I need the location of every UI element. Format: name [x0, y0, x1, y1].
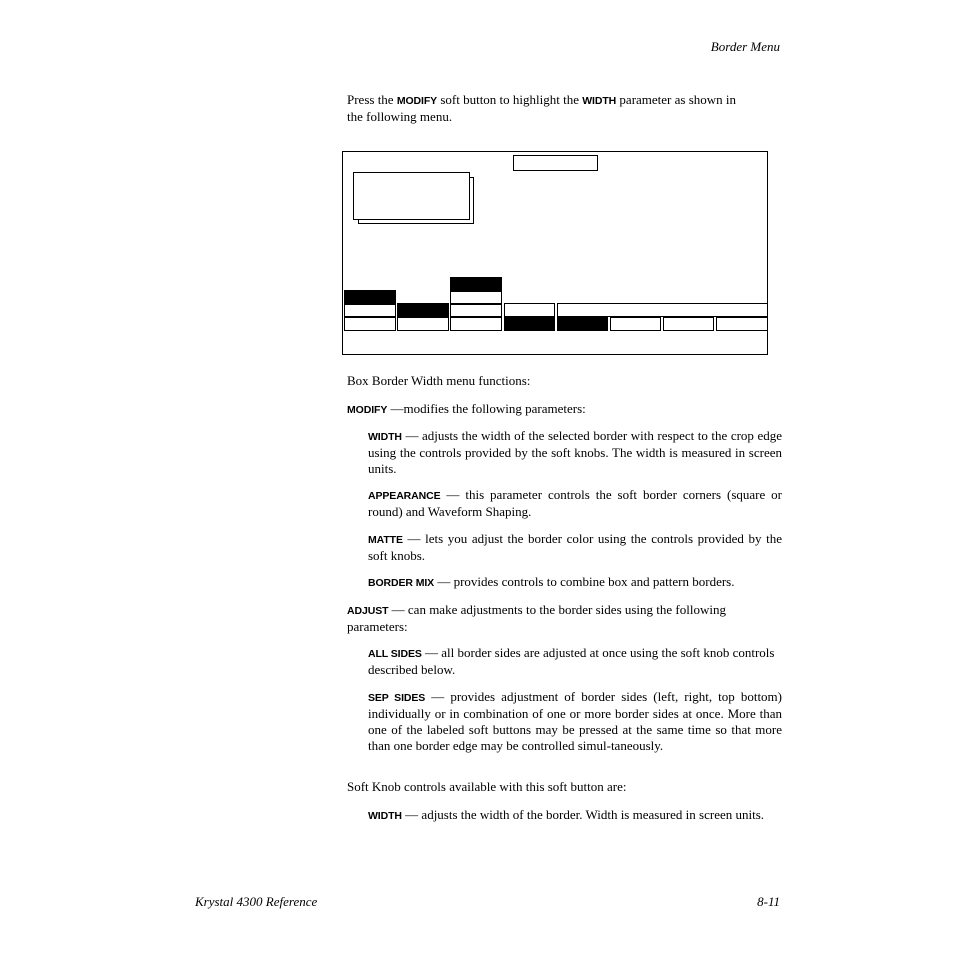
modify-width-item: WIDTH — adjusts the width of the selected border with respect to the crop edge using the controls provided by the soft knobs. The width is measured in screen units. [368, 428, 782, 476]
soft-button[interactable] [397, 317, 449, 331]
soft-button[interactable] [504, 317, 555, 331]
modify-border-mix-item: BORDER MIX — provides controls to combine box and pattern borders. [368, 574, 735, 589]
running-header: Border Menu [710, 39, 780, 54]
menu-cell [397, 303, 449, 317]
soft-button[interactable] [450, 317, 502, 331]
menu-cell [450, 277, 502, 291]
menu-cell-wide [557, 303, 768, 317]
menu-cell [450, 304, 502, 317]
menu-title-box [513, 155, 598, 171]
adjust-keyword: ADJUST [347, 605, 389, 617]
menu-caption: Box Border Width menu functions: [347, 373, 531, 388]
soft-button[interactable] [716, 317, 768, 331]
modify-heading: MODIFY —modifies the following parameters: [347, 401, 586, 416]
adjust-heading: ADJUST — can make adjustments to the border sides using the following parameters: [347, 602, 726, 634]
adjust-sep-sides-item: SEP SIDES — provides adjustment of border sides (left, right, top bottom) individually or in combination of one or more border sides at once. More than one of the labeled soft buttons may be pressed at the same time so that more than one border edge may be controlled simul-taneously. [368, 689, 782, 753]
menu-cell [344, 304, 396, 317]
soft-button[interactable] [557, 317, 608, 331]
menu-popup-box [353, 172, 470, 220]
modify-appearance-item: APPEARANCE — this parameter controls the soft border corners (square or round) and Waveform Shaping. [368, 487, 782, 519]
menu-cell [504, 303, 555, 317]
footer-title: Krystal 4300 Reference [195, 894, 318, 909]
soft-button[interactable] [610, 317, 661, 331]
menu-cell [450, 291, 502, 304]
intro-paragraph: Press the MODIFY soft button to highlight the WIDTH parameter as shown in the following menu. [347, 92, 737, 124]
menu-figure [342, 151, 768, 355]
soft-button[interactable] [344, 317, 396, 331]
width-keyword: WIDTH [582, 95, 617, 107]
soft-button[interactable] [663, 317, 714, 331]
soft-knob-width-item: WIDTH — adjusts the width of the border. Width is measured in screen units. [368, 807, 765, 822]
soft-knob-intro: Soft Knob controls available with this soft button are: [347, 779, 627, 794]
adjust-all-sides-item: ALL SIDES — all border sides are adjusted at once using the soft knob controls described below. [368, 645, 775, 677]
menu-cell [344, 290, 396, 304]
modify-keyword: MODIFY [396, 95, 438, 107]
modify-matte-item: MATTE — lets you adjust the border color using the controls provided by the soft knobs. [368, 531, 782, 563]
page-number: 8-11 [757, 894, 780, 909]
modify-keyword: MODIFY [347, 404, 388, 416]
